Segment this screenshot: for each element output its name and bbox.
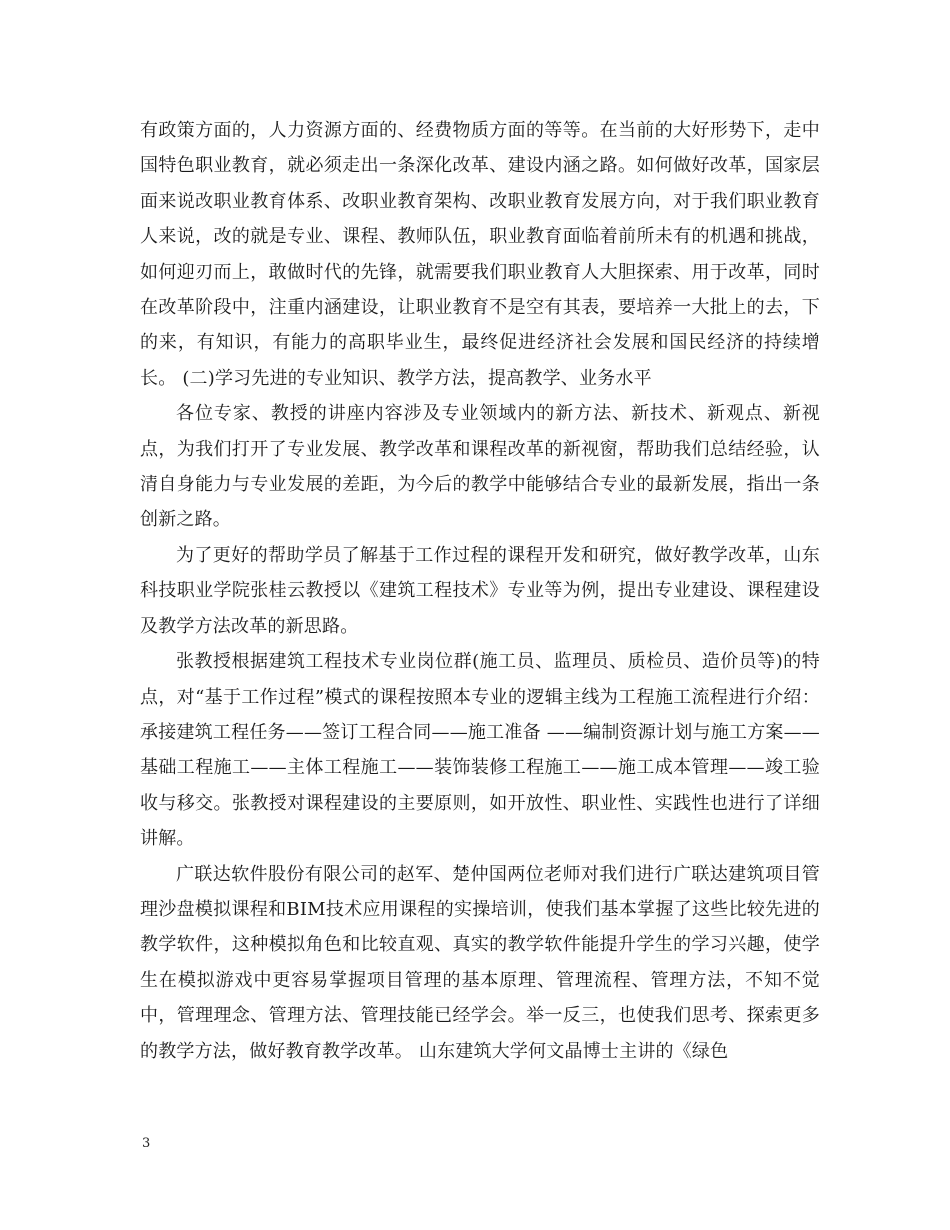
- document-body: [140, 113, 820, 1069]
- paragraph-4: 张教授根据建筑工程技术专业岗位群(施工员、监理员、质检员、造价员等)的特点，对“基于工作过程”模式的课程按照本专业的逻辑主线为工程施工流程进行介绍：承接建筑工程任务——签订工程合同——施工准备 ——编制资源计划与施工方案——基础工程施工——主体工程施工——装饰装修工程施工——施工成本管理——竣工验收与移交。张教授对课程建设的主要原则，如开放性、职业性、实践性也进行了详细讲解。: [140, 651, 820, 850]
- paragraph-5: 广联达软件股份有限公司的赵军、楚仲国两位老师对我们进行广联达建筑项目管理沙盘模拟课程和BIM技术应用课程的实操培训，使我们基本掌握了这些比较先进的教学软件，这种模拟角色和比较直观、真实的教学软件能提升学生的学习兴趣，使学生在模拟游戏中更容易掌握项目管理的基本原理、管理流程、管理方法，不知不觉中，管理理念、管理方法、管理技能已经学会。举一反三，也使我们思考、探索更多的教学方法，做好教育教学改革。 山东建筑大学何文晶博士主讲的《绿色: [140, 863, 820, 1062]
- paragraph-3: 为了更好的帮助学员了解基于工作过程的课程开发和研究，做好教学改革，山东科技职业学院张桂云教授以《建筑工程技术》专业等为例，提出专业建设、课程建设及教学方法改革的新思路。: [140, 544, 820, 637]
- page-number: 3: [142, 1136, 151, 1151]
- paragraph-2: 各位专家、教授的讲座内容涉及专业领域内的新方法、新技术、新观点、新视点，为我们打开了专业发展、教学改革和课程改革的新视窗，帮助我们总结经验，认清自身能力与专业发展的差距，为今后的教学中能够结合专业的最新发展，指出一条创新之路。: [140, 403, 820, 531]
- paragraph-1: 有政策方面的，人力资源方面的、经费物质方面的等等。在当前的大好形势下，走中国特色职业教育，就必须走出一条深化改革、建设内涵之路。如何做好改革，国家层面来说改职业教育体系、改职业教育架构、改职业教育发展方向，对于我们职业教育人来说，改的就是专业、课程、教师队伍，职业教育面临着前所未有的机遇和挑战，如何迎刃而上，敢做时代的先锋，就需要我们职业教育人大胆探索、用于改革，同时在改革阶段中，注重内涵建设，让职业教育不是空有其表，要培养一大批上的去，下的来，有知识，有能力的高职毕业生，最终促进经济社会发展和国民经济的持续增长。 (二)学习先进的专业知识、教学方法，提高教学、业务水平: [140, 120, 820, 389]
